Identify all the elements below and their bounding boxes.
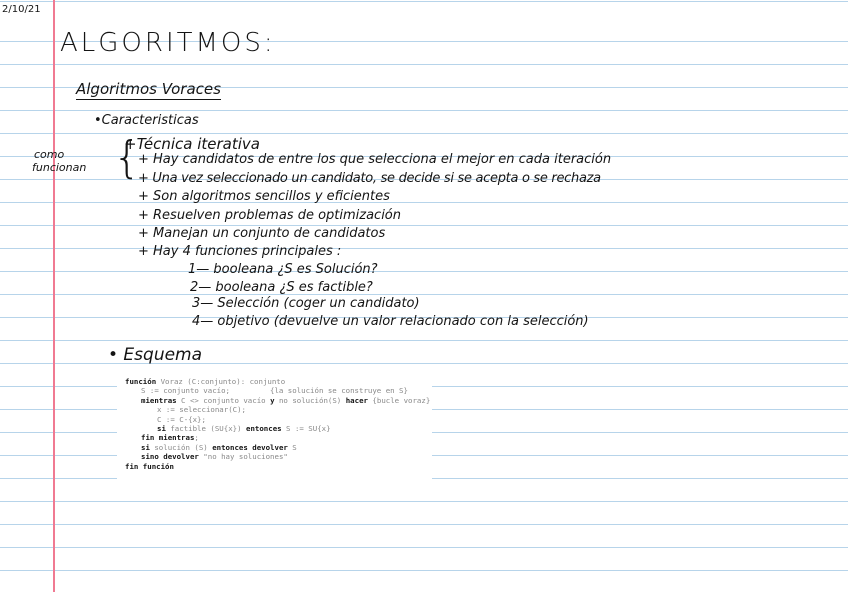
feature-item: + Hay 4 funciones principales : — [138, 244, 342, 259]
function-item: 2— booleana ¿S es factible? — [190, 280, 373, 295]
code-line: mientras C <> conjunto vacío y no solución(S) hacer {bucle voraz} — [141, 395, 431, 405]
feature-item: + Manejan un conjunto de candidatos — [138, 226, 386, 241]
code-line: x := seleccionar(C); — [157, 405, 246, 415]
code-line: fin mientras; — [141, 433, 199, 443]
feature-item: + Una vez seleccionado un candidato, se decide si se acepta o se rechaza — [138, 171, 601, 186]
margin-note-line-2: funcionan — [32, 161, 87, 174]
page-title: ALGORITMOS: — [60, 28, 276, 58]
margin-line — [53, 0, 55, 592]
function-item: 1— booleana ¿S es Solución? — [188, 262, 378, 277]
features-heading: •Caracteristicas — [94, 113, 199, 128]
feature-item: + Hay candidatos de entre los que selecciona el mejor en cada iteración — [138, 152, 612, 167]
scheme-heading: • Esquema — [108, 345, 203, 365]
code-line: si factible (SU{x}) entonces S := SU{x} — [157, 423, 331, 433]
feature-item: + Resuelven problemas de optimización — [138, 208, 402, 223]
code-line: C := C-{x}; — [157, 414, 206, 424]
code-line: función Voraz (C:conjunto): conjunto — [125, 377, 286, 386]
code-line: S := conjunto vacío; {la solución se construye en S} — [141, 386, 408, 396]
code-line: fin función — [125, 461, 174, 471]
feature-item: + Son algoritmos sencillos y eficientes — [138, 189, 390, 204]
section-subtitle: Algoritmos Voraces — [76, 80, 221, 98]
function-item: 3— Selección (coger un candidato) — [192, 296, 420, 311]
feature-item: +Técnica iterativa — [124, 135, 260, 153]
code-line: si solución (S) entonces devolver S — [141, 442, 297, 452]
code-line: sino devolver "no hay soluciones" — [141, 452, 288, 462]
pseudocode-block — [117, 377, 432, 489]
date: 2/10/21 — [2, 4, 41, 15]
margin-note-line-1: como — [34, 148, 65, 161]
function-item: 4— objetivo (devuelve un valor relacionado con la selección) — [192, 314, 589, 329]
brace-icon: { — [113, 132, 141, 183]
